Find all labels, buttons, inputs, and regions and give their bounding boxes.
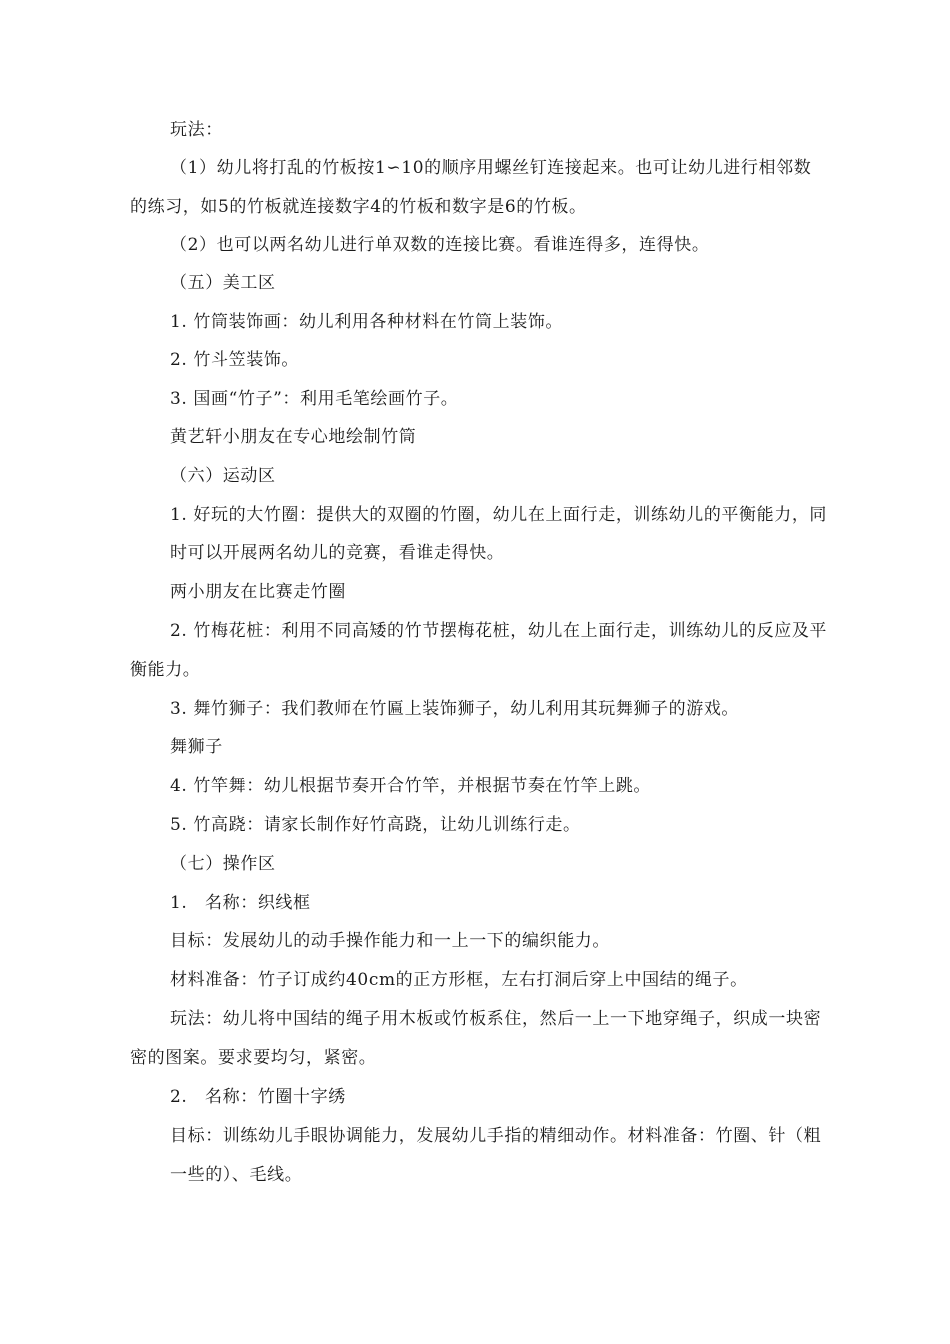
text-line: 一些的）、毛线。	[170, 1165, 303, 1185]
section-heading: （六）运动区	[170, 466, 276, 486]
text-line: 5. 竹高跷：请家长制作好竹高跷，让幼儿训练行走。	[170, 815, 581, 835]
text-line: 衡能力。	[130, 660, 201, 680]
caption-line: 舞狮子	[170, 737, 223, 757]
caption-line: 黄艺轩小朋友在专心地绘制竹筒	[170, 427, 417, 447]
text-line: 目标：训练幼儿手眼协调能力，发展幼儿手指的精细动作。材料准备：竹圈、针（粗	[170, 1126, 822, 1146]
text-line: 1. 名称：织线框	[170, 893, 311, 913]
text-line: 的练习，如5的竹板就连接数字4的竹板和数字是6的竹板。	[130, 197, 587, 217]
text-line: 2. 竹斗笠装饰。	[170, 350, 300, 370]
text-line: 2. 竹梅花桩：利用不同高矮的竹节摆梅花桩，幼儿在上面行走，训练幼儿的反应及平	[170, 621, 828, 641]
text-line: 1. 竹筒装饰画：幼儿利用各种材料在竹筒上装饰。	[170, 312, 564, 332]
caption-line: 两小朋友在比赛走竹圈	[170, 582, 346, 602]
text-line: 1. 好玩的大竹圈：提供大的双圈的竹圈，幼儿在上面行走，训练幼儿的平衡能力，同	[170, 505, 828, 525]
text-line: 材料准备：竹子订成约40cm的正方形框，左右打洞后穿上中国结的绳子。	[170, 970, 748, 990]
text-line: 玩法：幼儿将中国结的绳子用木板或竹板系住，然后一上一下地穿绳子，织成一块密	[170, 1009, 822, 1029]
text-line: 3. 国画“竹子”：利用毛笔绘画竹子。	[170, 389, 459, 409]
text-line: 4. 竹竿舞：幼儿根据节奏开合竹竿，并根据节奏在竹竿上跳。	[170, 776, 652, 796]
section-heading: （七）操作区	[170, 854, 276, 874]
text-line: 2. 名称：竹圈十字绣	[170, 1087, 346, 1107]
text-line: 玩法：	[170, 120, 223, 140]
text-line: 3. 舞竹狮子：我们教师在竹匾上装饰狮子，幼儿利用其玩舞狮子的游戏。	[170, 699, 740, 719]
text-line: （1）幼儿将打乱的竹板按1∽10的顺序用螺丝钉连接起来。也可让幼儿进行相邻数	[170, 158, 812, 178]
section-heading: （五）美工区	[170, 273, 276, 293]
text-line: 密的图案。要求要均匀，紧密。	[130, 1048, 377, 1068]
text-line: 时可以开展两名幼儿的竞赛，看谁走得快。	[170, 543, 505, 563]
text-line: 目标：发展幼儿的动手操作能力和一上一下的编织能力。	[170, 931, 610, 951]
text-line: （2）也可以两名幼儿进行单双数的连接比赛。看谁连得多，连得快。	[170, 235, 710, 255]
